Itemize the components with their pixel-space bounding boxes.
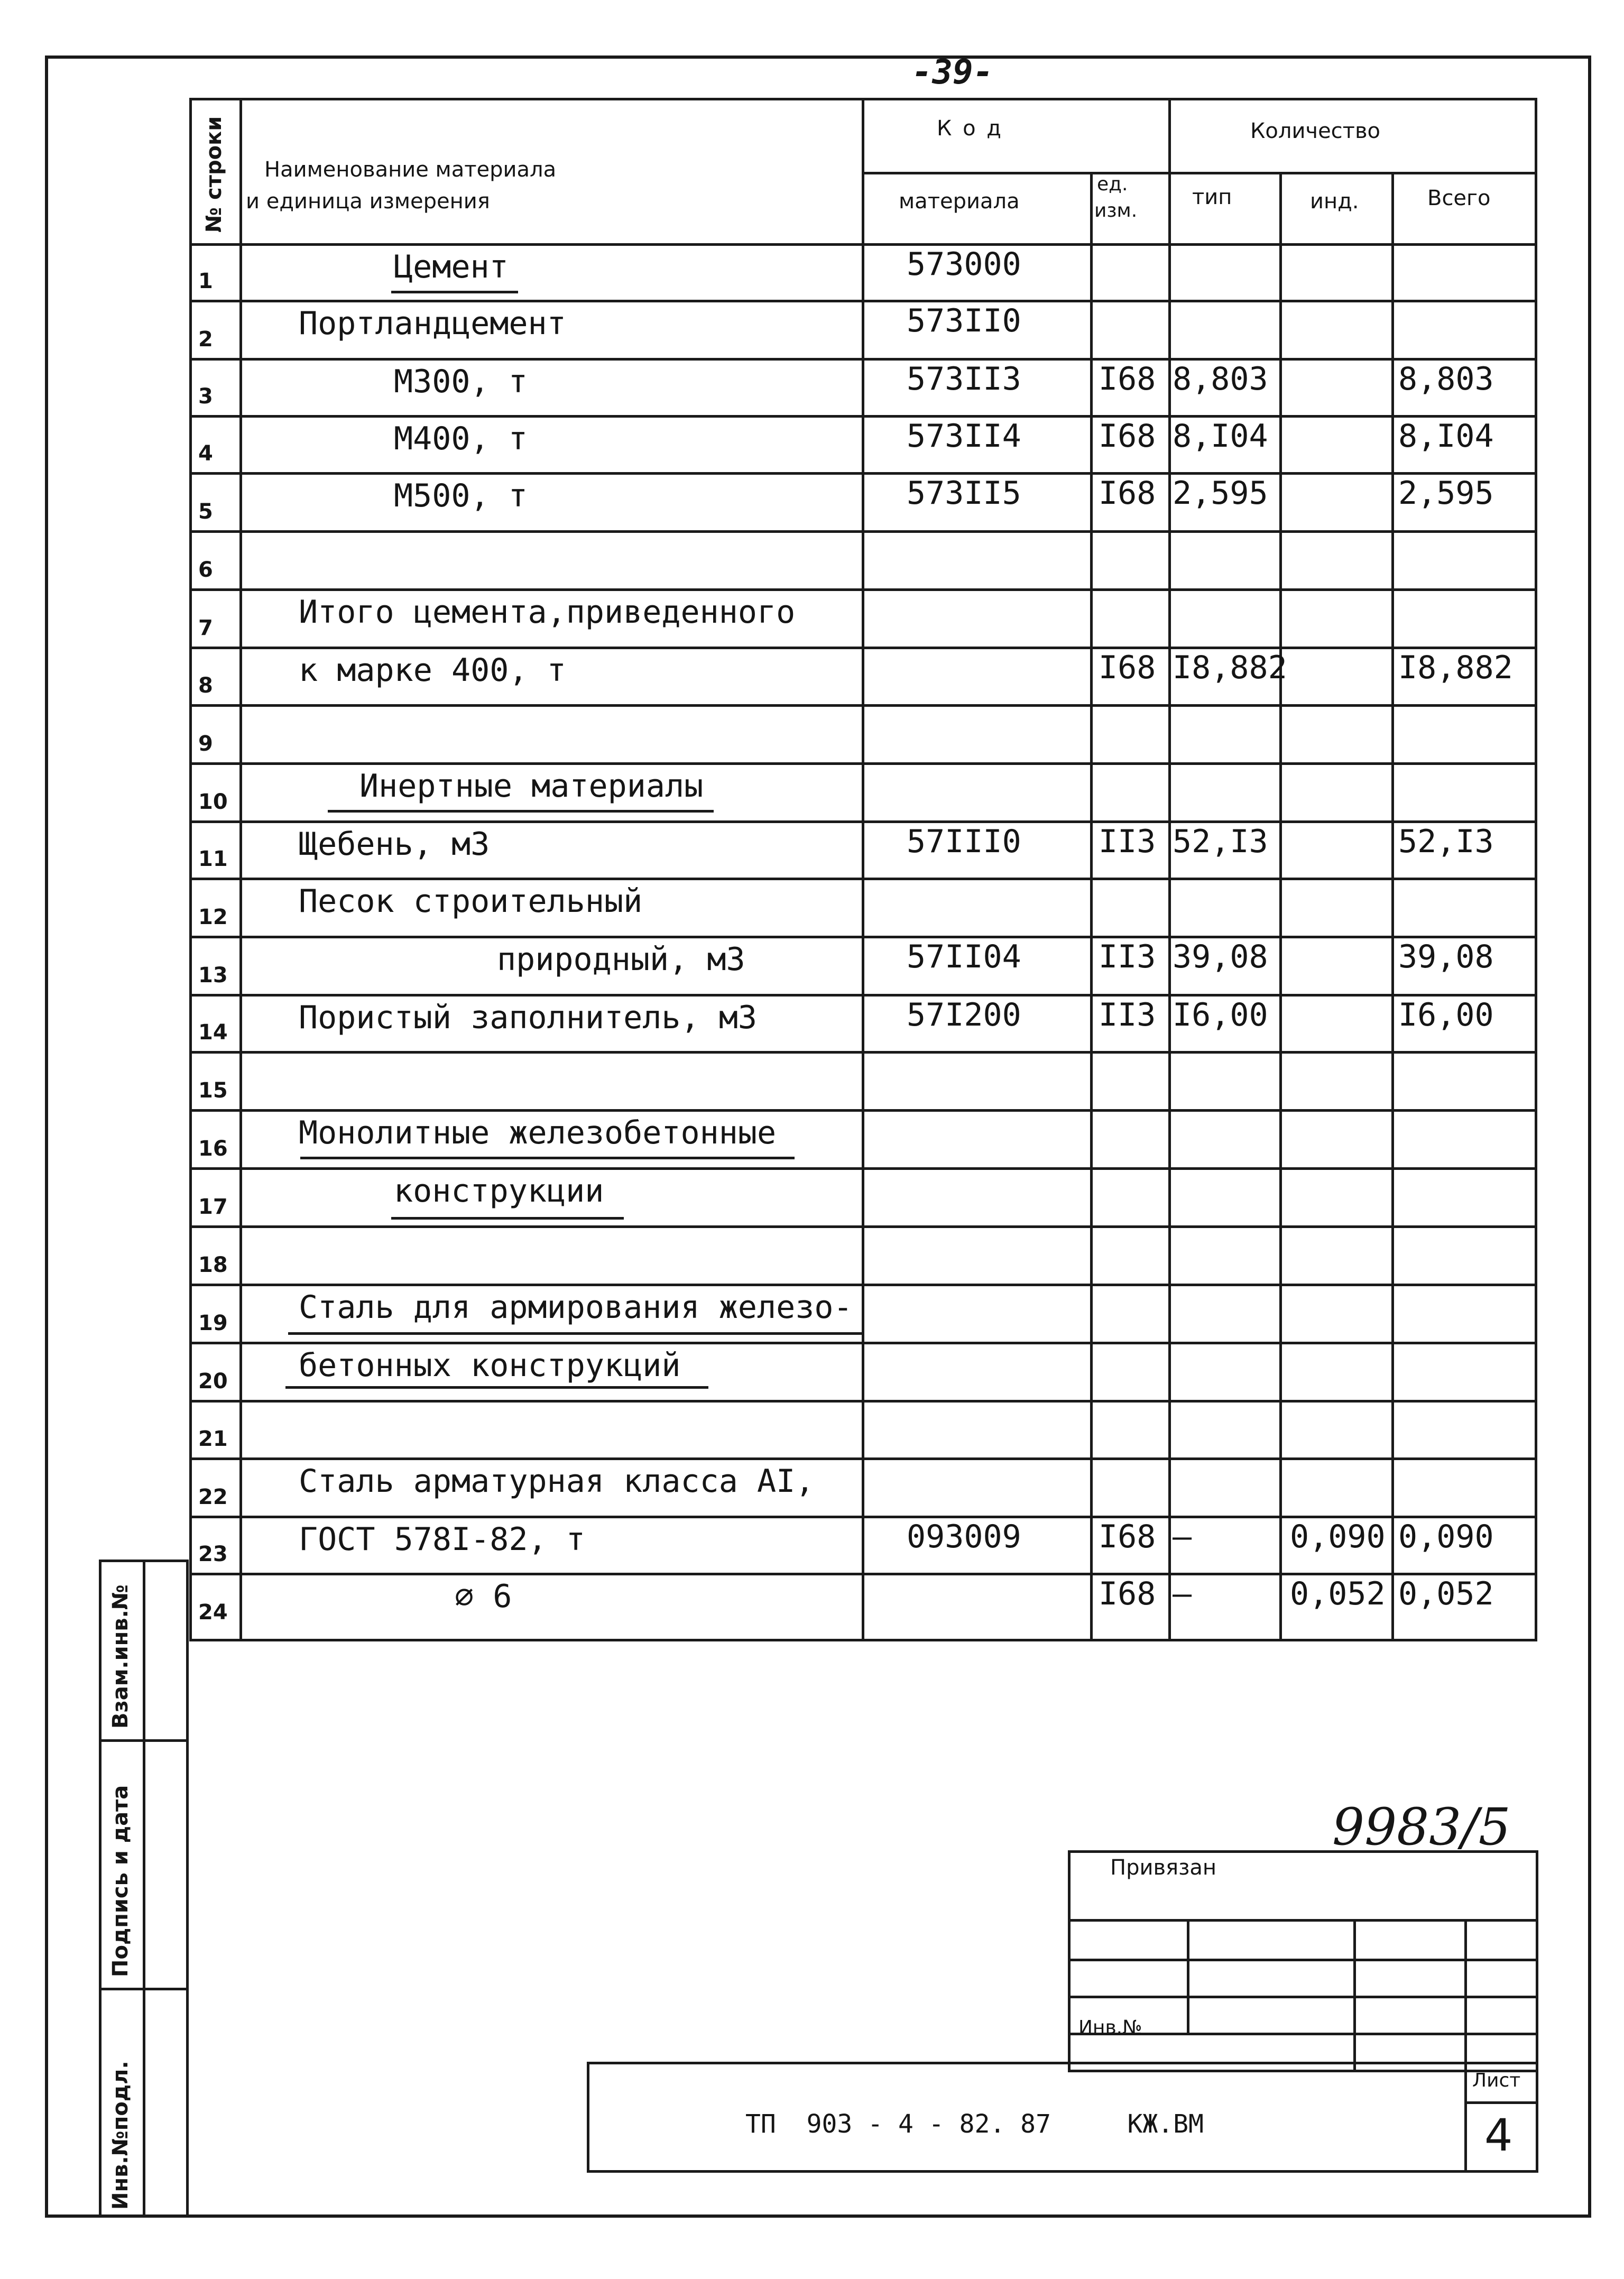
col-line-ind: [1391, 172, 1394, 1641]
stamp-vline-2: [1353, 1919, 1356, 2072]
row-line: [189, 1457, 1537, 1460]
cell-ind: 0,090: [1290, 1518, 1386, 1555]
col-line-name: [862, 98, 864, 1641]
cell-type: 39,08: [1173, 938, 1268, 975]
stamp-vline-1: [1187, 1919, 1189, 2033]
cell-name: ⌀ 6: [455, 1578, 512, 1615]
row-line: [189, 704, 1537, 707]
cell-n: 18: [198, 1253, 228, 1277]
cell-total: 2,595: [1398, 475, 1494, 512]
cell-n: 2: [198, 327, 213, 352]
cell-n: 24: [198, 1600, 228, 1625]
document-code: ТП 903 - 4 - 82. 87 КЖ.ВМ: [745, 2109, 1204, 2139]
cell-name: М500, т: [394, 477, 528, 514]
row-line: [189, 415, 1537, 418]
header-mid-line: [862, 172, 1537, 174]
side-label-vzam-inv: Взам.инв.№: [108, 1584, 133, 1729]
cell-code: 573II3: [907, 361, 1021, 398]
cell-total: I8,882: [1398, 649, 1513, 686]
header-name-line2: и единица измерения: [246, 189, 490, 214]
underline-monolith: [300, 1157, 795, 1159]
stamp-line-2: [1068, 1959, 1538, 1961]
cell-type: 2,595: [1173, 475, 1268, 512]
cell-n: 11: [198, 847, 228, 871]
cell-unit: I68: [1099, 418, 1156, 455]
header-unit-line2: изм.: [1094, 200, 1138, 222]
privyazan-block: [1068, 1850, 1538, 2072]
row-line: [189, 530, 1537, 533]
cell-unit: I68: [1099, 649, 1156, 686]
sheet-label: Лист: [1472, 2070, 1521, 2091]
cell-n: 10: [198, 790, 228, 814]
cell-name: Итого цемента,приведенного: [299, 594, 796, 631]
handwritten-number: 9983/5: [1332, 1797, 1511, 1857]
cell-unit: I68: [1099, 361, 1156, 398]
cell-code: 573II4: [907, 418, 1021, 455]
cell-code: 093009: [907, 1518, 1021, 1555]
sheet-number: 4: [1484, 2109, 1513, 2161]
cell-n: 23: [198, 1542, 228, 1566]
header-quantity: Количество: [1250, 119, 1381, 143]
cell-unit: I68: [1099, 1518, 1156, 1555]
stamp-vline-3: [1464, 1919, 1467, 2072]
row-line: [189, 1284, 1537, 1286]
cell-name: Пористый заполнитель, м3: [299, 999, 757, 1036]
header-name-line1: Наименование материала: [264, 158, 557, 182]
cell-type: I6,00: [1173, 997, 1268, 1034]
side-stamp-line-1: [99, 1739, 189, 1742]
underline-inert: [328, 810, 714, 813]
cell-code: 573II0: [907, 302, 1021, 339]
cell-name: Песок строительный: [299, 883, 643, 920]
cell-total: 8,803: [1398, 361, 1494, 398]
col-line-code: [1090, 172, 1093, 1641]
cell-n: 12: [198, 905, 228, 929]
row-line: [189, 358, 1537, 361]
cell-name: Сталь для армирования железо-: [299, 1289, 853, 1326]
cell-n: 7: [198, 616, 213, 640]
cell-code: 573000: [907, 246, 1021, 283]
cell-name: Портландцемент: [299, 305, 566, 342]
cell-n: 3: [198, 384, 213, 409]
cell-n: 4: [198, 441, 213, 466]
cell-name: конструкции: [394, 1173, 604, 1210]
cell-n: 22: [198, 1485, 228, 1509]
cell-name: Щебень, м3: [299, 826, 490, 863]
header-row-number: № строки: [202, 116, 226, 233]
row-line: [189, 1342, 1537, 1344]
cell-n: 9: [198, 732, 213, 756]
cell-n: 13: [198, 963, 228, 988]
header-code-material: материала: [899, 189, 1020, 214]
cell-total: 8,I04: [1398, 418, 1494, 455]
cell-name: к марке 400, т: [299, 652, 566, 689]
cell-total: 52,I3: [1398, 823, 1494, 860]
cell-type: 8,I04: [1173, 418, 1268, 455]
sheet-divider: [1464, 2062, 1467, 2173]
stamp-line-1: [1068, 1919, 1538, 1922]
row-line: [189, 472, 1537, 475]
cell-n: 1: [198, 269, 213, 293]
cell-name: ГОСТ 578I-82, т: [299, 1521, 585, 1558]
row-line: [189, 878, 1537, 880]
cell-code: 573II5: [907, 475, 1021, 512]
col-line-unit: [1168, 98, 1171, 1641]
row-line: [189, 1051, 1537, 1054]
cell-unit: II3: [1099, 938, 1156, 975]
row-line: [189, 1225, 1537, 1228]
side-stamp-line-2: [99, 1988, 189, 1990]
row-line: [189, 820, 1537, 823]
cell-total: I6,00: [1398, 997, 1494, 1034]
cell-name: М300, т: [394, 363, 528, 400]
cell-n: 17: [198, 1195, 228, 1219]
cell-code: 57I200: [907, 997, 1021, 1034]
cell-n: 20: [198, 1369, 228, 1394]
underline-cement: [391, 291, 518, 293]
cell-n: 5: [198, 500, 213, 524]
cell-unit: II3: [1099, 823, 1156, 860]
header-qty-type: тип: [1192, 185, 1232, 209]
row-line: [189, 647, 1537, 649]
underline-concrete: [285, 1386, 708, 1389]
sheet-label-line: [1464, 2101, 1538, 2104]
cell-code: 57III0: [907, 823, 1021, 860]
side-label-signature-date: Подпись и дата: [108, 1785, 133, 1977]
cell-name: Сталь арматурная класса АI,: [299, 1463, 815, 1500]
underline-constructions: [391, 1217, 624, 1220]
row-line: [189, 1109, 1537, 1112]
row-line: [189, 1167, 1537, 1170]
cell-name: Монолитные железобетонные: [299, 1114, 777, 1151]
cell-type: 52,I3: [1173, 823, 1268, 860]
cell-name: Инертные материалы: [359, 768, 704, 805]
cell-n: 6: [198, 558, 213, 582]
cell-total: 0,052: [1398, 1575, 1494, 1612]
side-label-inv-podl: Инв.№подл.: [108, 2061, 133, 2210]
page-number: -39-: [912, 53, 994, 92]
cell-type: –: [1173, 1575, 1192, 1612]
cell-name: Цемент: [394, 248, 509, 285]
cell-type: –: [1173, 1518, 1192, 1555]
cell-name: М400, т: [394, 420, 528, 457]
header-code: К о д: [937, 116, 1003, 141]
row-line: [189, 300, 1537, 302]
cell-type: I8,882: [1173, 649, 1287, 686]
row-line: [189, 762, 1537, 765]
side-stamp-divider: [143, 1560, 145, 2218]
cell-total: 0,090: [1398, 1518, 1494, 1555]
stamp-line-3: [1068, 1996, 1538, 1998]
row-line: [189, 588, 1537, 591]
col-line-type: [1279, 172, 1282, 1641]
header-unit-line1: ед.: [1097, 173, 1128, 195]
cell-n: 8: [198, 673, 213, 698]
underline-steel: [288, 1332, 862, 1335]
col-line-rownum: [239, 98, 242, 1641]
cell-unit: I68: [1099, 1575, 1156, 1612]
cell-code: 57II04: [907, 938, 1021, 975]
header-qty-total: Всего: [1427, 186, 1491, 210]
cell-name: бетонных конструкций: [299, 1347, 681, 1384]
cell-n: 14: [198, 1020, 228, 1045]
cell-name: природный, м3: [497, 941, 745, 978]
row-line: [189, 994, 1537, 997]
inv-no-label: Инв.№: [1078, 2017, 1142, 2038]
header-qty-ind: инд.: [1310, 189, 1359, 214]
row-line: [189, 1400, 1537, 1403]
cell-ind: 0,052: [1290, 1575, 1386, 1612]
cell-unit: I68: [1099, 475, 1156, 512]
cell-n: 19: [198, 1311, 228, 1335]
cell-unit: II3: [1099, 997, 1156, 1034]
cell-n: 21: [198, 1427, 228, 1451]
cell-total: 39,08: [1398, 938, 1494, 975]
cell-type: 8,803: [1173, 361, 1268, 398]
row-line: [189, 936, 1537, 938]
cell-n: 16: [198, 1137, 228, 1161]
privyazan-label: Привязан: [1110, 1856, 1217, 1880]
cell-n: 15: [198, 1078, 228, 1103]
